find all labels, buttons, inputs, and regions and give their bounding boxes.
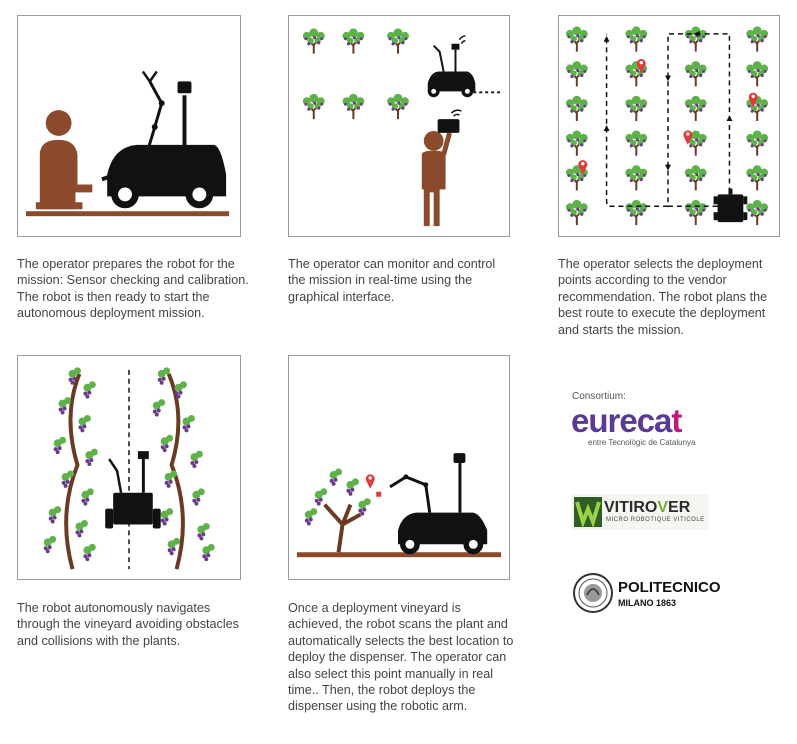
caption-monitor: The operator can monitor and control the mission in real-time using the graphical interface. [288, 257, 496, 304]
robot-top-view-icon [714, 188, 748, 222]
panel-monitor [288, 15, 510, 237]
panel-navigate [17, 355, 241, 580]
vitirover-emblem-icon [574, 497, 602, 527]
deployment-pin-icon [366, 474, 375, 488]
panel-prepare [17, 15, 241, 237]
panel-route-plan [558, 15, 780, 237]
dispenser-icon [376, 492, 381, 497]
monitor-illustration [289, 16, 509, 236]
caption-deploy: Once a deployment vineyard is achieved, the robot scans the plant and automatically selects the best location to deploy the dispenser. The operator can also select this point manually in real time.. Then, the robot deploys the dispenser using the robotic arm. [288, 601, 514, 714]
ground-line [26, 211, 229, 216]
polimi-seal-icon [573, 573, 613, 613]
caption-navigate: The robot autonomously navigates through the vineyard avoiding obstacles and collisions with the plants. [17, 601, 239, 648]
robot-small-icon [428, 36, 476, 97]
caption-prepare: The operator prepares the robot for the mission: Sensor checking and calibration. The robot is then ready to start the autonomous deployment mission. [17, 257, 249, 321]
vitirover-logo: VITIROVER [604, 499, 691, 516]
wifi-icon [452, 110, 462, 116]
tablet-icon [438, 119, 460, 133]
polimi-logo: POLITECNICO [618, 579, 721, 596]
grapevine-plant [305, 468, 371, 552]
deploy-illustration [289, 356, 509, 579]
robot-with-arm-icon [101, 71, 226, 208]
wifi-icon [459, 36, 465, 44]
robot-front-view-icon [105, 451, 160, 528]
operator-with-tablet-figure [422, 110, 462, 226]
operator-kneeling-figure [36, 110, 92, 209]
route-plan-illustration [559, 16, 779, 236]
consortium-label: Consortium: [572, 391, 626, 402]
panel-deploy [288, 355, 510, 580]
caption-route-plan: The operator selects the deployment points according to the vendor recommendation. The robot plans the best route to execute the deployment and starts the mission. [558, 257, 768, 337]
eurecat-subtitle: entre Tecnològic de Catalunya [588, 438, 696, 447]
robot-with-arm-icon [390, 453, 487, 554]
eurecat-logo: eurecat [571, 402, 682, 439]
prepare-illustration [18, 16, 240, 236]
navigate-illustration [18, 356, 240, 579]
vitirover-subtitle: MICRO ROBOTIQUE VITICOLE [606, 517, 705, 523]
polimi-subtitle: MILANO 1863 [618, 598, 677, 608]
route-path [607, 34, 730, 206]
